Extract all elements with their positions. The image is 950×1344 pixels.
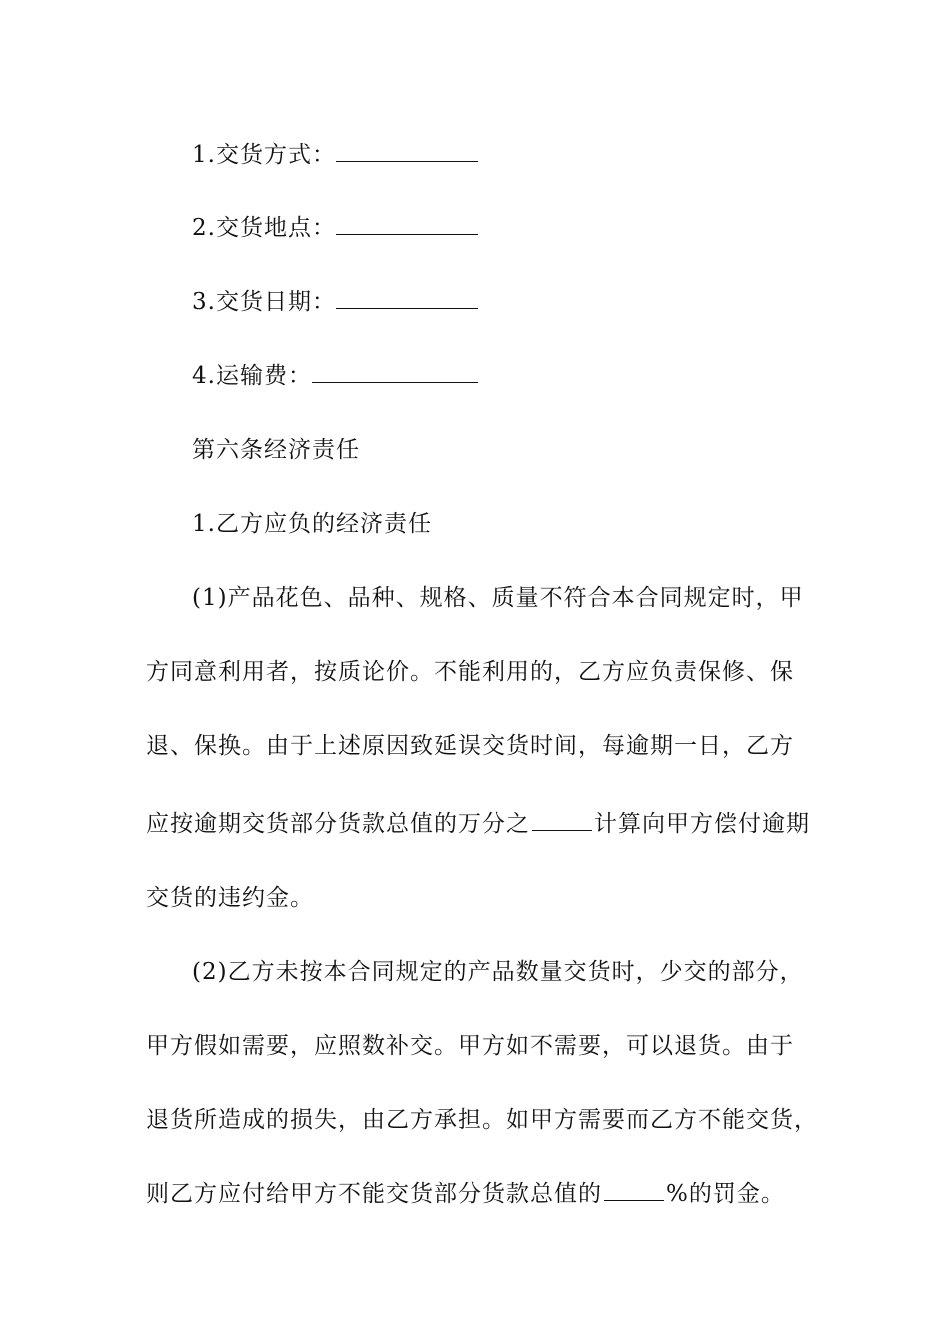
article-subheading: 1.乙方应负的经济责任 bbox=[192, 511, 432, 537]
item2-line4 bbox=[146, 1180, 785, 1208]
delivery-date-label: 3.交货日期： bbox=[192, 289, 336, 315]
delivery-method-blank[interactable] bbox=[336, 141, 478, 162]
item2-line4-after: %的罚金。 bbox=[666, 1181, 785, 1207]
delivery-date-line bbox=[192, 288, 478, 316]
item1-line4 bbox=[146, 810, 810, 838]
delivery-place-line bbox=[192, 214, 478, 242]
item1-line2: 方同意利用者，按质论价。不能利用的，乙方应负责保修、保 bbox=[146, 659, 794, 685]
delivery-method-label: 1.交货方式： bbox=[192, 142, 336, 168]
delivery-date-blank[interactable] bbox=[336, 288, 478, 309]
item1-line4-before: 应按逾期交货部分货款总值的万分之 bbox=[146, 811, 530, 837]
item2-line2: 甲方假如需要，应照数补交。甲方如不需要，可以退货。由于 bbox=[146, 1033, 794, 1059]
item1-line5: 交货的违约金。 bbox=[146, 885, 314, 911]
delivery-method-line bbox=[192, 141, 478, 169]
delivery-place-label: 2.交货地点： bbox=[192, 215, 336, 241]
freight-line bbox=[192, 362, 478, 390]
freight-blank[interactable] bbox=[312, 362, 478, 383]
item1-line1: (1)产品花色、品种、规格、质量不符合本合同规定时，甲 bbox=[192, 585, 804, 611]
penalty-rate-blank[interactable] bbox=[532, 810, 592, 831]
fine-percent-blank[interactable] bbox=[604, 1180, 664, 1201]
article-heading: 第六条经济责任 bbox=[192, 437, 360, 463]
item1-line4-after: 计算向甲方偿付逾期 bbox=[594, 811, 810, 837]
freight-label: 4.运输费： bbox=[192, 363, 312, 389]
item2-line3: 退货所造成的损失，由乙方承担。如甲方需要而乙方不能交货， bbox=[146, 1107, 818, 1133]
item2-line1: (2)乙方未按本合同规定的产品数量交货时，少交的部分， bbox=[192, 959, 804, 985]
item1-line3: 退、保换。由于上述原因致延误交货时间，每逾期一日，乙方 bbox=[146, 733, 794, 759]
delivery-place-blank[interactable] bbox=[336, 214, 478, 235]
item2-line4-before: 则乙方应付给甲方不能交货部分货款总值的 bbox=[146, 1181, 602, 1207]
